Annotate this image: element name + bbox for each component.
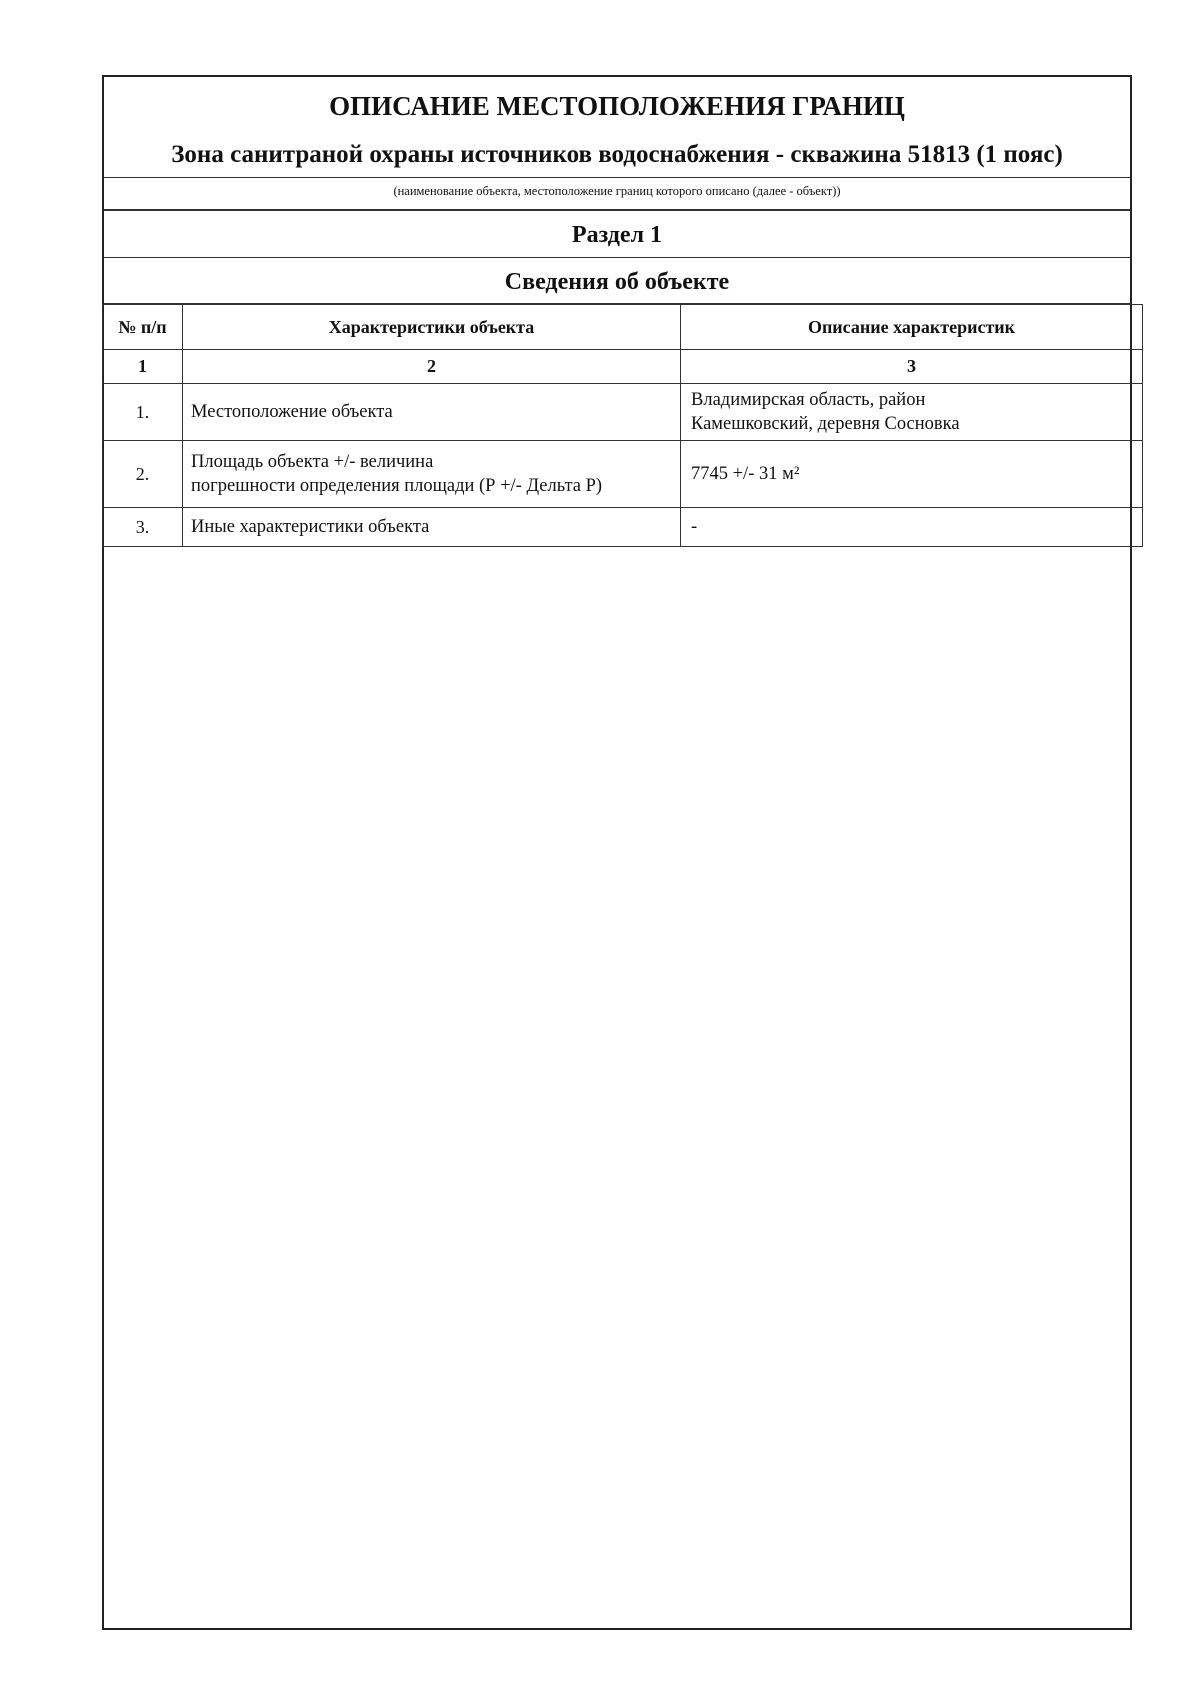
column-number-3: 3: [681, 350, 1143, 384]
object-name: Зона санитраной охраны источников водоснабжения - скважина 51813 (1 пояс): [104, 132, 1130, 178]
object-name-caption: (наименование объекта, местоположение границ которого описано (далее - объект)): [104, 178, 1130, 210]
row-description: 7745 +/- 31 м²: [681, 441, 1143, 508]
column-number-2: 2: [183, 350, 681, 384]
header-number: № п/п: [103, 305, 183, 350]
row-number: 3.: [103, 508, 183, 547]
document-frame: [102, 75, 1132, 1630]
row-description: -: [681, 508, 1143, 547]
row-description-line: Камешковский, деревня Сосновка: [691, 414, 960, 434]
row-characteristic: Местоположение объекта: [183, 384, 681, 441]
row-characteristic-line: погрешности определения площади (Р +/- Дельта Р): [191, 476, 603, 496]
column-number-1: 1: [103, 350, 183, 384]
subsection-title: Сведения об объекте: [104, 258, 1130, 304]
row-characteristic: Иные характеристики объекта: [183, 508, 681, 547]
table-row: [103, 508, 1143, 547]
header-characteristics: Характеристики объекта: [183, 305, 681, 350]
document-title: ОПИСАНИЕ МЕСТОПОЛОЖЕНИЯ ГРАНИЦ: [329, 91, 905, 121]
table-header-row: [103, 305, 1143, 350]
row-number: 1.: [103, 384, 183, 441]
row-number: 2.: [103, 441, 183, 508]
header-description: Описание характеристик: [681, 305, 1143, 350]
object-info-table: [102, 304, 1143, 547]
row-description-line: Владимирская область, район: [691, 390, 926, 410]
row-description: [681, 384, 1143, 441]
table-column-numbers-row: [103, 350, 1143, 384]
row-characteristic-line: Площадь объекта +/- величина: [191, 452, 434, 472]
table-row: [103, 384, 1143, 441]
section-title: Раздел 1: [104, 210, 1130, 258]
table-row: [103, 441, 1143, 508]
row-characteristic: [183, 441, 681, 508]
